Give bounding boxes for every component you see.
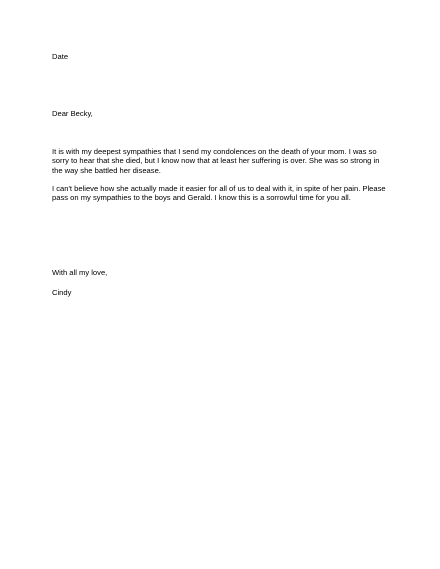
paragraph-2-line: I can't believe how she actually made it easier for all of us to deal with it, in spite of her pain. Please — [52, 184, 386, 193]
signature: Cindy — [52, 288, 72, 297]
paragraph-1-line: sorry to hear that she died, but I know now that at least her suffering is over. She was so strong in — [52, 156, 380, 166]
salutation: Dear Becky, — [52, 109, 93, 118]
paragraph-2 — [52, 184, 386, 203]
date-label: Date — [52, 52, 69, 61]
paragraph-1 — [52, 147, 379, 175]
paragraph-1-line: the way she battled her disease. — [52, 165, 161, 175]
closing: With all my love, — [52, 268, 108, 277]
paragraph-2-line: pass on my sympathies to the boys and Gerald. I know this is a sorrowful time for you all. — [52, 193, 351, 203]
paragraph-1-line: It is with my deepest sympathies that I send my condolences on the death of your mom. I was so — [52, 147, 377, 156]
